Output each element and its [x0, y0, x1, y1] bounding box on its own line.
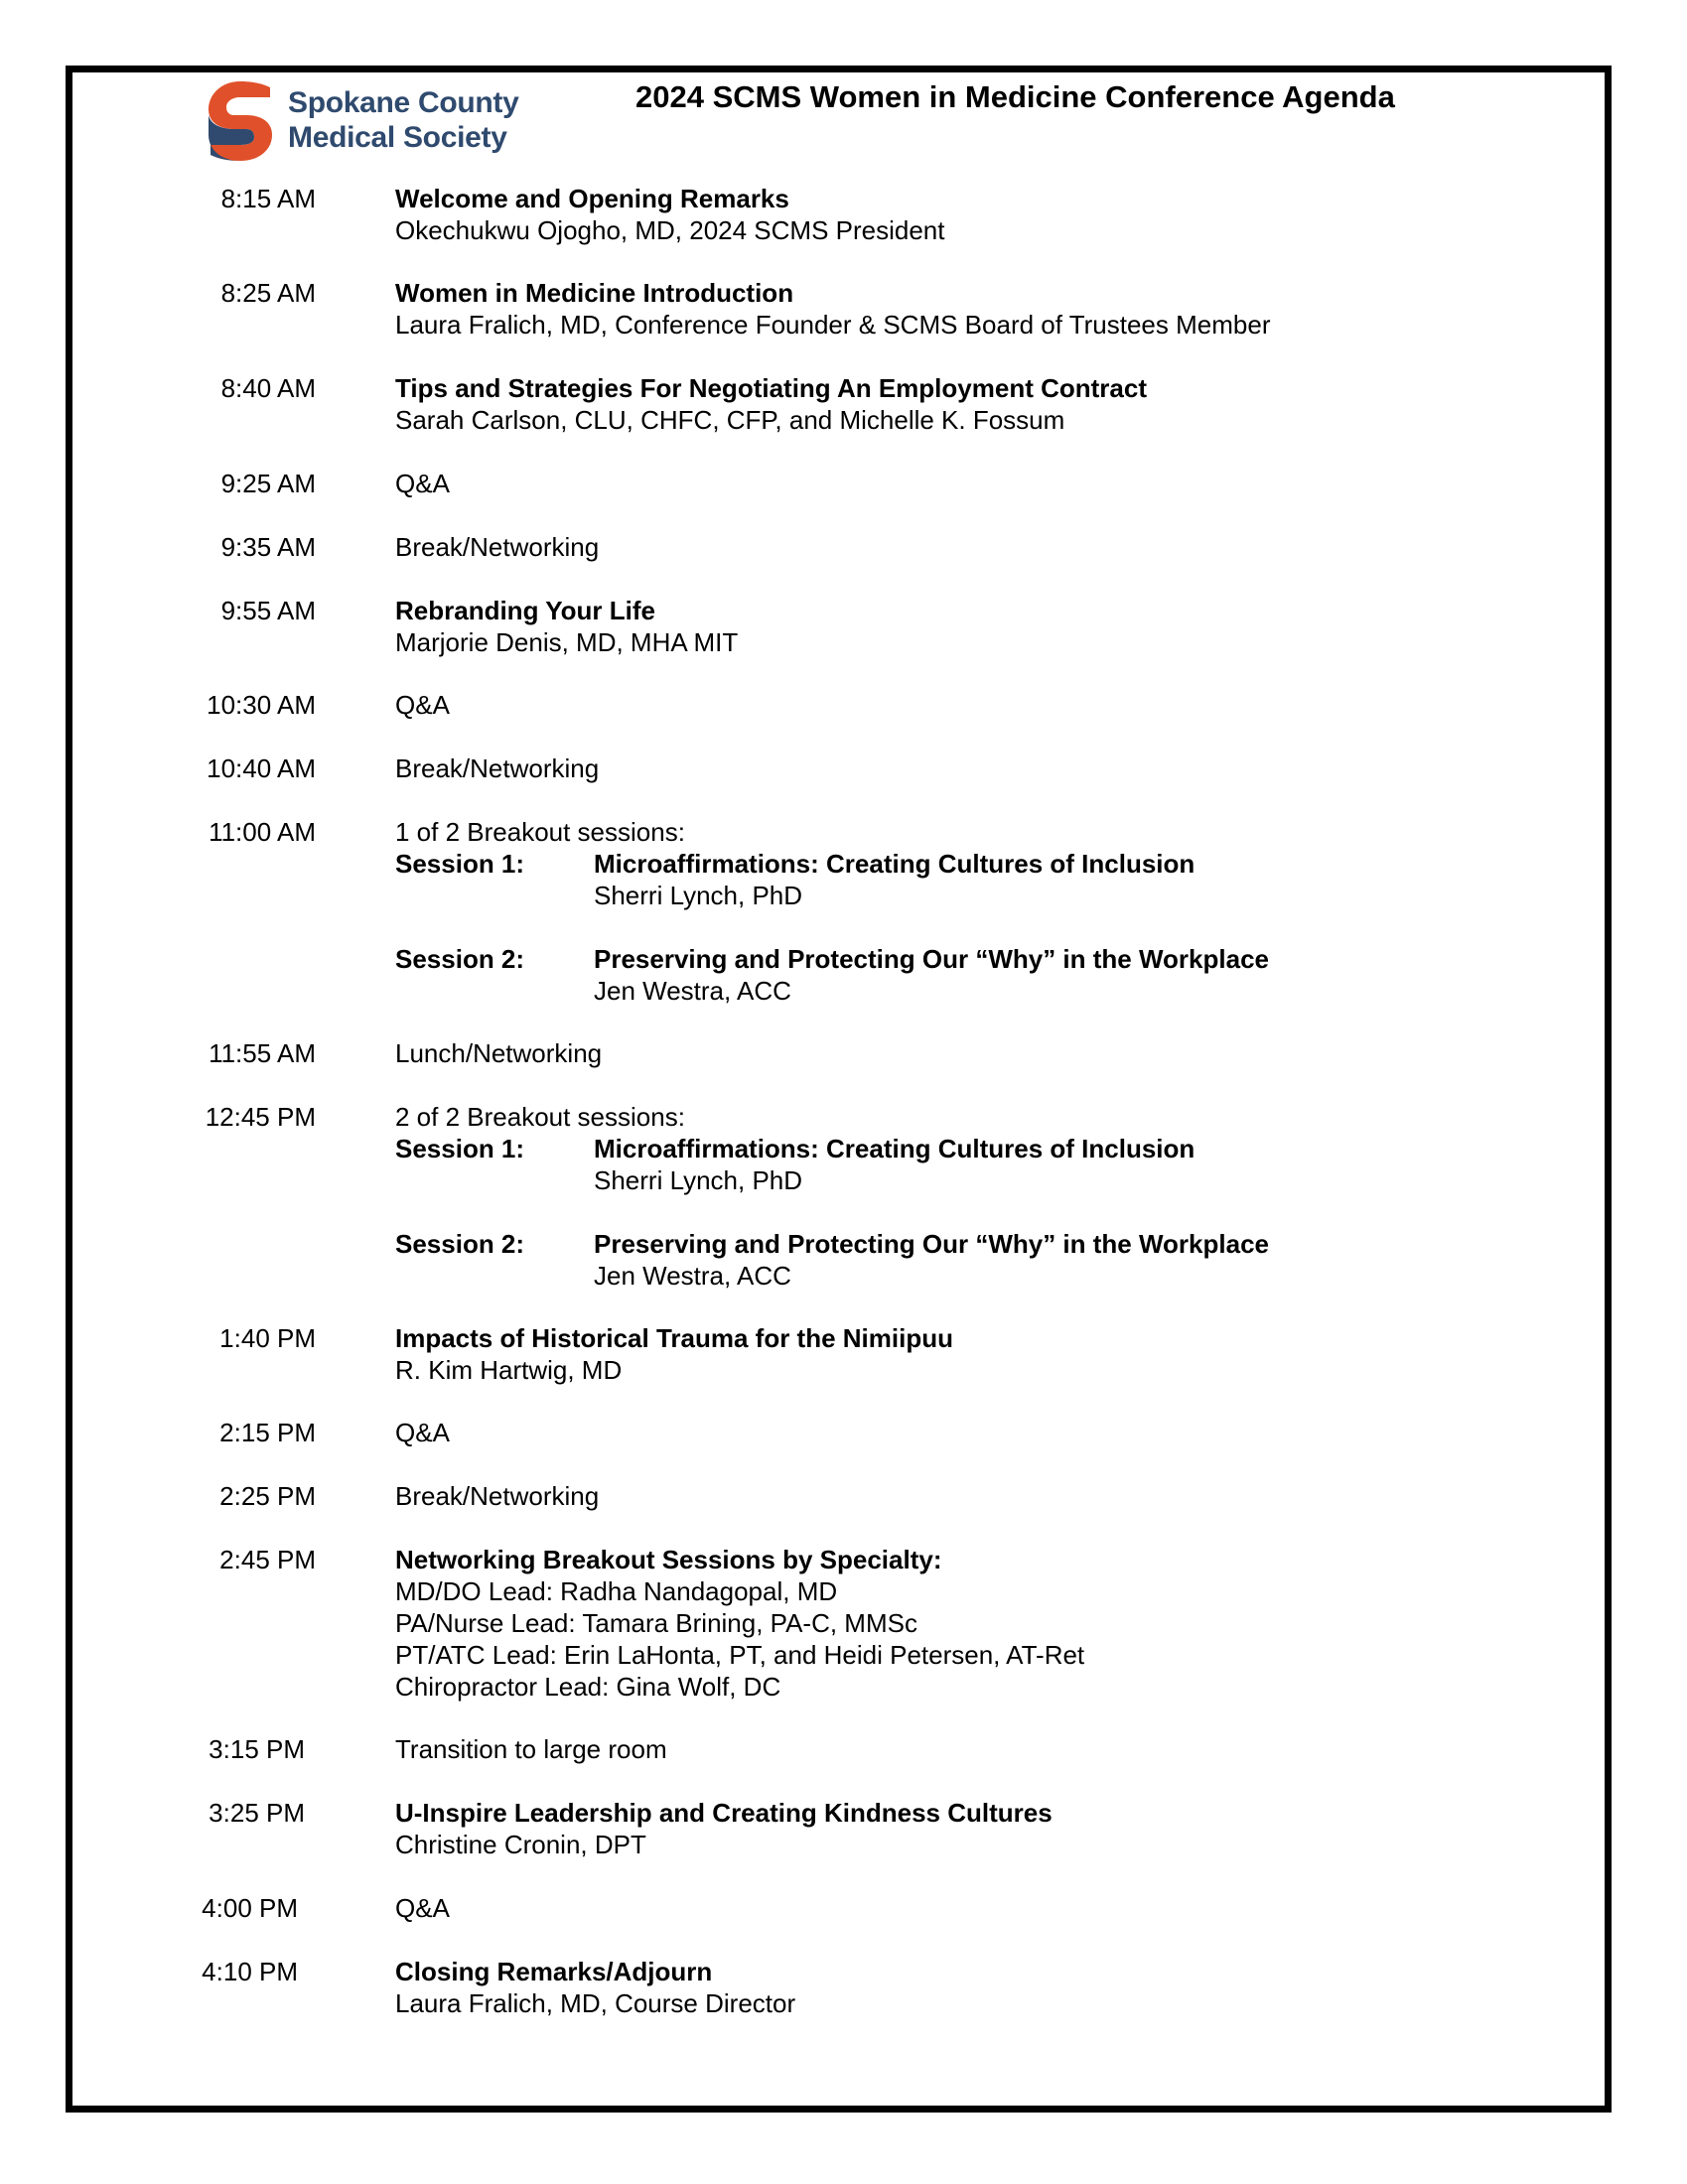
agenda-speaker: Sarah Carlson, CLU, CHFC, CFP, and Michelle K. Fossum — [395, 405, 1065, 435]
session-label: Session 2: — [395, 1229, 525, 1259]
agenda-time: 10:30 AM — [207, 690, 316, 720]
lead-item: PT/ATC Lead: Erin LaHonta, PT, and Heidi Petersen, AT-Ret — [395, 1640, 1085, 1670]
breakout-session — [395, 848, 1388, 911]
agenda-time: 9:25 AM — [220, 469, 316, 498]
lead-item: Chiropractor Lead: Gina Wolf, DC — [395, 1672, 781, 1702]
agenda-text: Break/Networking — [395, 532, 600, 562]
agenda-text: Transition to large room — [395, 1734, 667, 1764]
session-title: Preserving and Protecting Our “Why” in the Workplace — [594, 1229, 1269, 1259]
lead-item: PA/Nurse Lead: Tamara Brining, PA-C, MMSc — [395, 1608, 917, 1638]
scms-logo-icon — [207, 79, 274, 163]
agenda-title: Closing Remarks/Adjourn — [395, 1957, 713, 1986]
breakout-session — [395, 1228, 1388, 1292]
agenda-text: Q&A — [395, 1893, 450, 1923]
agenda-speaker: Laura Fralich, MD, Course Director — [395, 1988, 796, 2018]
breakout-intro: 2 of 2 Breakout sessions: — [395, 1102, 685, 1132]
agenda-time: 9:55 AM — [220, 596, 316, 625]
breakout-session — [395, 943, 1388, 1007]
agenda-time: 3:25 PM — [209, 1798, 305, 1828]
agenda-text: Q&A — [395, 469, 450, 498]
agenda-time: 1:40 PM — [219, 1323, 316, 1353]
agenda-time: 10:40 AM — [207, 753, 316, 783]
agenda-text: Break/Networking — [395, 1481, 600, 1511]
agenda-title: Welcome and Opening Remarks — [395, 184, 789, 213]
agenda-text: Break/Networking — [395, 753, 600, 783]
agenda-text: Q&A — [395, 690, 450, 720]
agenda-title: U-Inspire Leadership and Creating Kindness Cultures — [395, 1798, 1053, 1828]
agenda-time: 9:35 AM — [220, 532, 316, 562]
session-label: Session 1: — [395, 849, 525, 879]
agenda-time: 4:10 PM — [202, 1957, 298, 1986]
agenda-time: 8:15 AM — [220, 184, 316, 213]
page-title: 2024 SCMS Women in Medicine Conference Agenda — [635, 79, 1395, 114]
session-label: Session 2: — [395, 944, 525, 974]
agenda-title: Women in Medicine Introduction — [395, 278, 794, 308]
session-speaker: Sherri Lynch, PhD — [594, 881, 803, 910]
agenda-time: 11:55 AM — [209, 1038, 316, 1068]
session-title: Microaffirmations: Creating Cultures of Inclusion — [594, 849, 1195, 879]
agenda-text: Q&A — [395, 1418, 450, 1447]
agenda-title: Networking Breakout Sessions by Specialty: — [395, 1545, 942, 1574]
agenda-time: 4:00 PM — [202, 1893, 298, 1923]
agenda-time: 3:15 PM — [209, 1734, 305, 1764]
agenda-title: Rebranding Your Life — [395, 596, 655, 625]
logo-line-2: Medical Society — [288, 121, 507, 154]
agenda-speaker: Laura Fralich, MD, Conference Founder & SCMS Board of Trustees Member — [395, 310, 1271, 340]
agenda-speaker: Marjorie Denis, MD, MHA MIT — [395, 627, 739, 657]
session-speaker: Jen Westra, ACC — [594, 976, 791, 1006]
session-title: Microaffirmations: Creating Cultures of Inclusion — [594, 1134, 1195, 1163]
agenda-time: 8:25 AM — [220, 278, 316, 308]
agenda-time: 2:45 PM — [219, 1545, 316, 1574]
agenda-time: 12:45 PM — [205, 1102, 316, 1132]
agenda-title: Tips and Strategies For Negotiating An Employment Contract — [395, 373, 1147, 403]
agenda-time: 2:15 PM — [219, 1418, 316, 1447]
logo-line-1: Spokane County — [288, 86, 519, 119]
lead-item: MD/DO Lead: Radha Nandagopal, MD — [395, 1576, 838, 1606]
agenda-speaker: Christine Cronin, DPT — [395, 1830, 646, 1859]
session-label: Session 1: — [395, 1134, 525, 1163]
breakout-session — [395, 1133, 1388, 1196]
scms-logo — [207, 79, 534, 163]
agenda-time: 11:00 AM — [209, 817, 316, 847]
session-speaker: Sherri Lynch, PhD — [594, 1165, 803, 1195]
session-speaker: Jen Westra, ACC — [594, 1261, 791, 1291]
session-title: Preserving and Protecting Our “Why” in the Workplace — [594, 944, 1269, 974]
agenda-title: Impacts of Historical Trauma for the Nimiipuu — [395, 1323, 953, 1353]
agenda-speaker: R. Kim Hartwig, MD — [395, 1355, 623, 1385]
breakout-intro: 1 of 2 Breakout sessions: — [395, 817, 685, 847]
agenda-time: 2:25 PM — [219, 1481, 316, 1511]
agenda-text: Lunch/Networking — [395, 1038, 603, 1068]
agenda-time: 8:40 AM — [220, 373, 316, 403]
agenda-speaker: Okechukwu Ojogho, MD, 2024 SCMS President — [395, 215, 945, 245]
